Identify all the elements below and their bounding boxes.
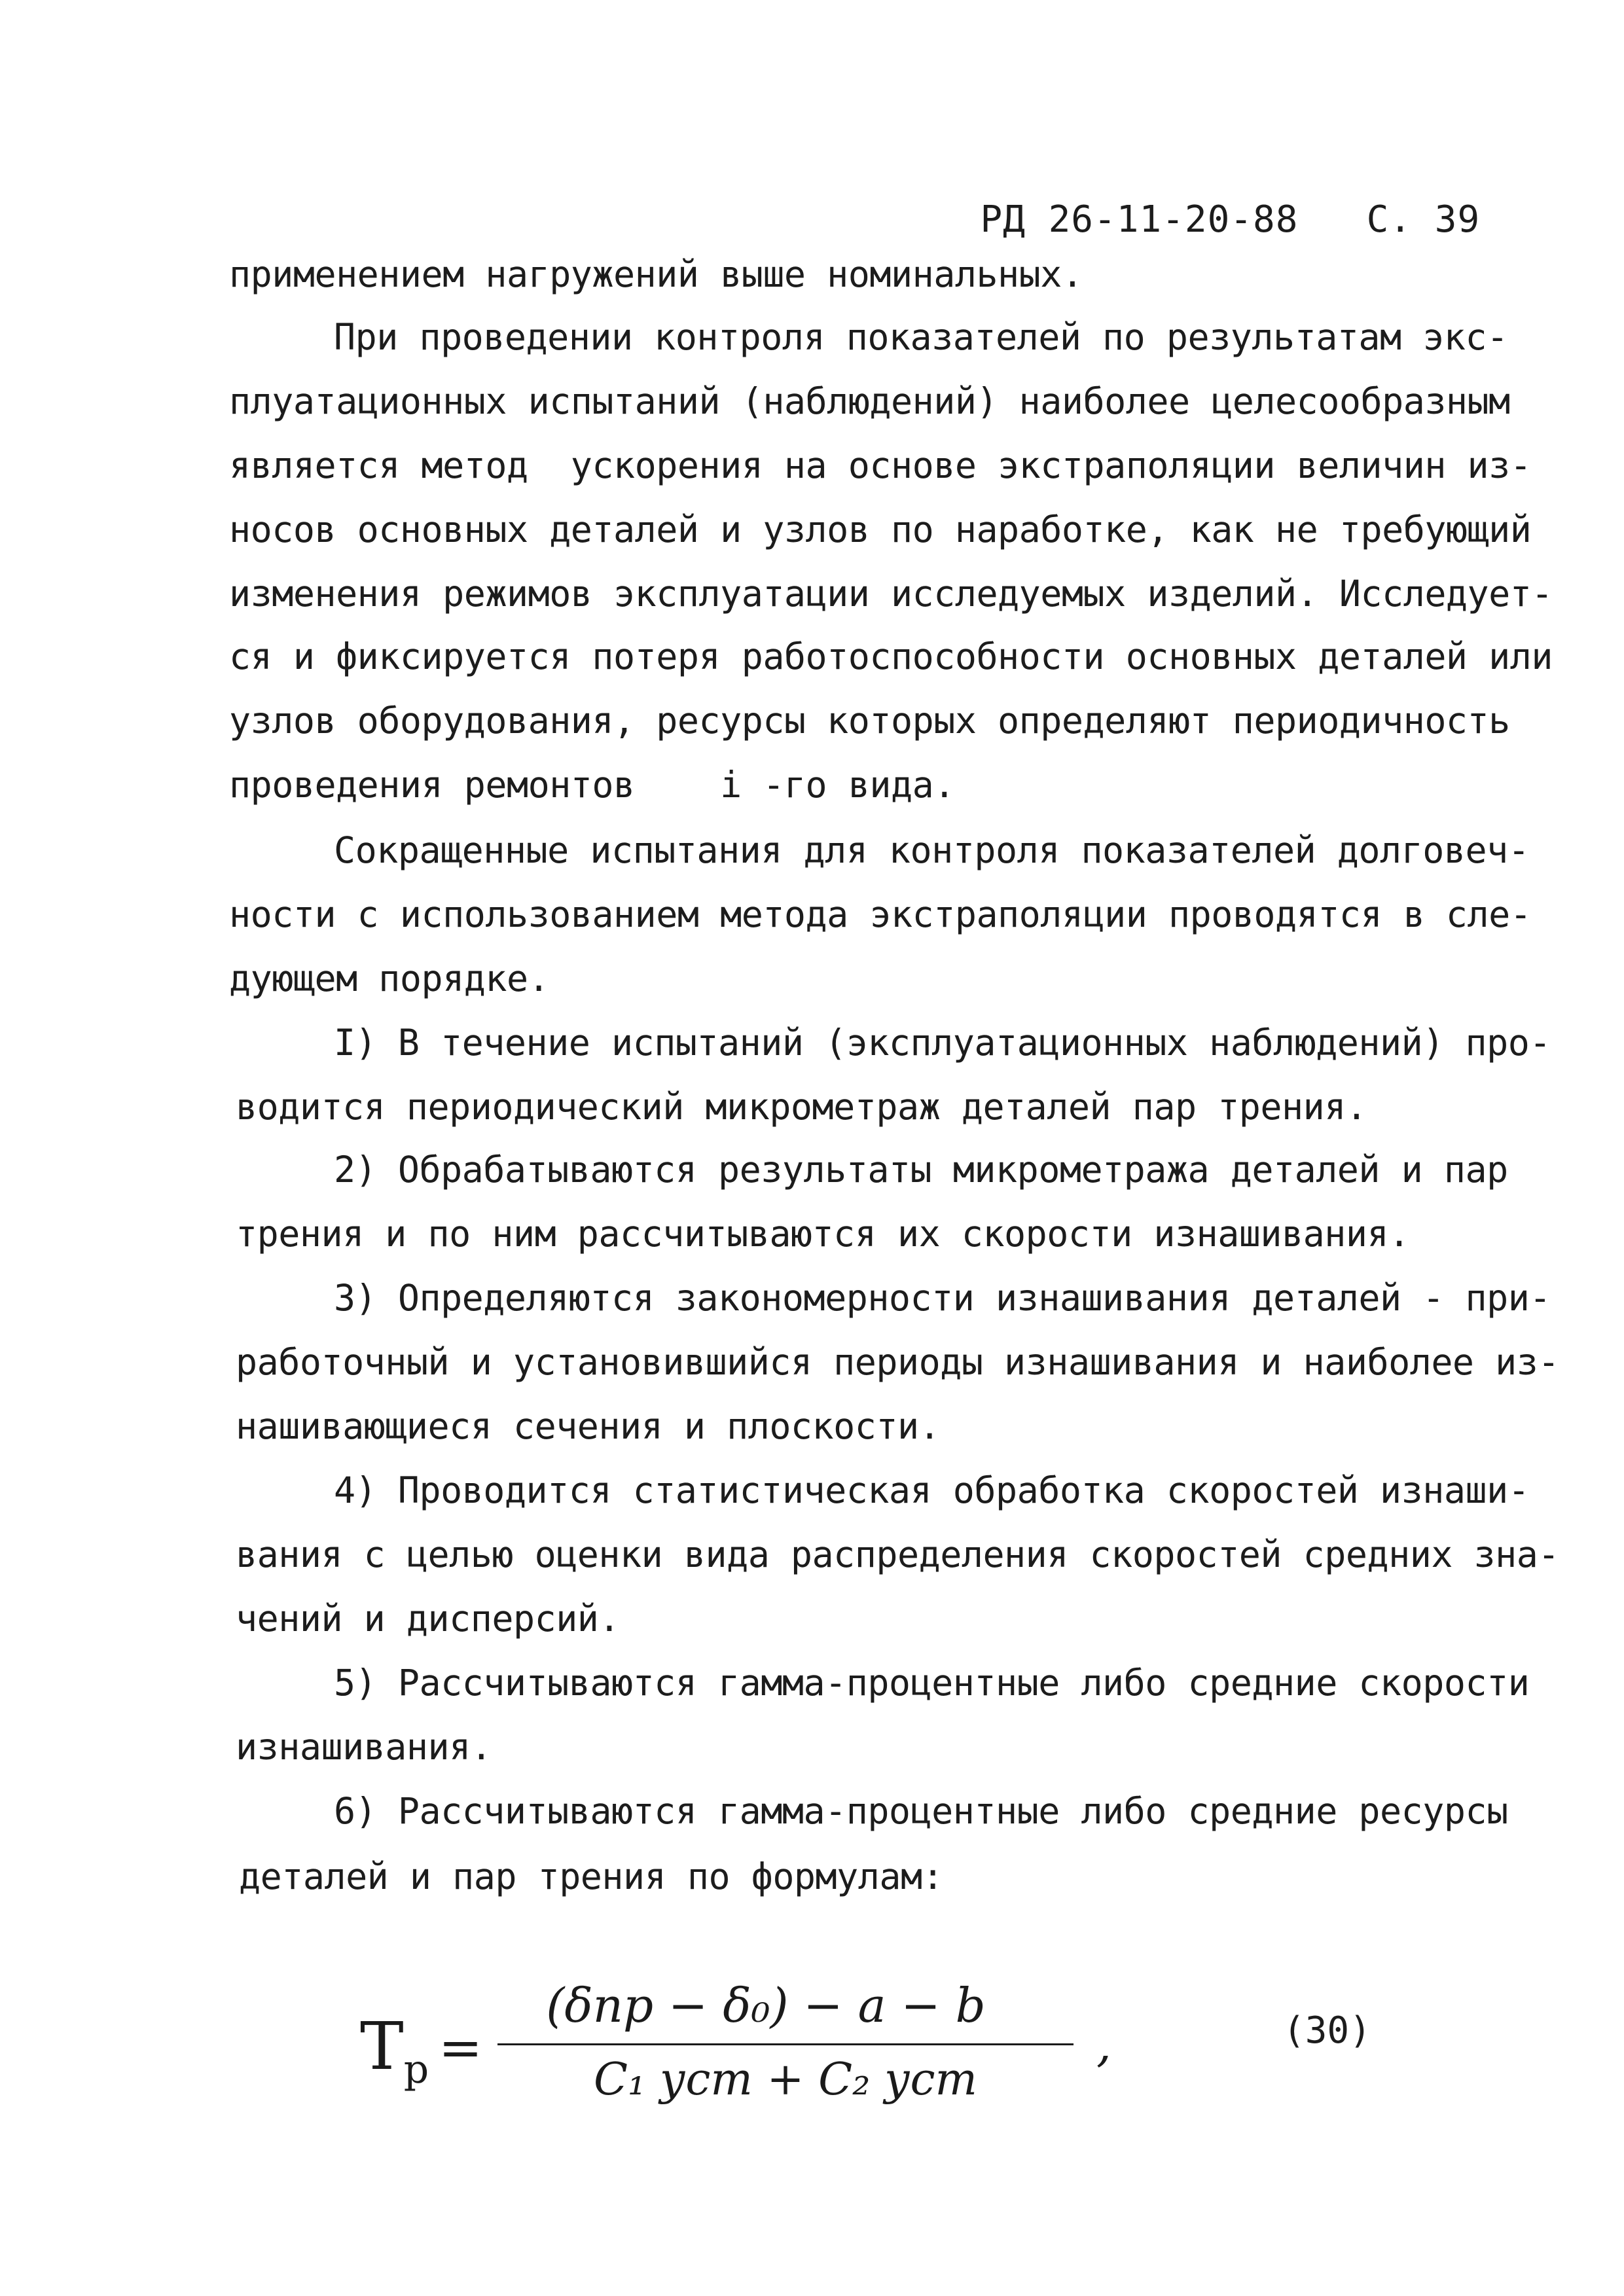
formula-comma: , — [1096, 2017, 1111, 2072]
formula-denominator: C₁ уст + C₂ уст — [593, 2054, 978, 2106]
formula-equals-sign: = — [439, 2017, 483, 2078]
text-line: трения и по ним рассчитываются их скорости изнашивания. — [236, 1213, 1410, 1255]
text-line: 3) Определяются закономерности изнашивания деталей - при- — [334, 1277, 1551, 1319]
text-line: нашивающиеся сечения и плоскости. — [236, 1405, 941, 1447]
text-line: работочный и установившийся периоды изнашивания и наиболее из- — [236, 1341, 1559, 1383]
text-line: является метод ускорения на основе экстраполяции величин из- — [229, 444, 1532, 486]
formula-numerator: (δпр − δ₀) − a − b — [546, 1978, 986, 2033]
equation-number: (30) — [1283, 2009, 1371, 2052]
text-line: носов основных деталей и узлов по наработке, как не требующий — [229, 509, 1532, 550]
text-line: При проведении контроля показателей по результатам экс- — [334, 316, 1508, 358]
page-header — [935, 156, 1480, 241]
text-line: дующем порядке. — [229, 958, 550, 999]
text-line: 5) Рассчитываются гамма-процентные либо средние скорости — [334, 1662, 1530, 1704]
text-line: I) В течение испытаний (эксплуатационных наблюдений) про- — [334, 1022, 1551, 1064]
text-line: водится периодический микрометраж деталей пар трения. — [236, 1086, 1367, 1128]
text-line: деталей и пар трения по формулам: — [239, 1856, 944, 1897]
formula-lhs: $T_p$ — [360, 2008, 429, 2092]
text-line: ся и фиксируется потеря работоспособности основных деталей или — [229, 636, 1553, 677]
formula-30 — [353, 1970, 1335, 2127]
text-line: 6) Рассчитываются гамма-процентные либо средние ресурсы — [334, 1790, 1508, 1832]
text-line: 2) Обрабатываются результаты микрометража деталей и пар — [334, 1149, 1508, 1191]
text-line: изнашивания. — [236, 1726, 492, 1768]
text-line: Сокращенные испытания для контроля показателей долговеч- — [334, 829, 1530, 871]
text-line: чений и дисперсий. — [236, 1598, 621, 1640]
text-line: плуатационных испытаний (наблюдений) наиболее целесообразным — [229, 380, 1510, 422]
document-code: РД 26-11-20-88 — [980, 198, 1299, 241]
text-line: применением нагружений выше номинальных. — [229, 253, 1083, 295]
text-line: изменения режимов эксплуатации исследуемых изделий. Исследует- — [229, 573, 1553, 615]
text-line: узлов оборудования, ресурсы которых определяют периодичность — [229, 700, 1510, 742]
text-line: проведения ремонтов i -го вида. — [229, 764, 955, 806]
text-line: ности с использованием метода экстраполяции проводятся в сле- — [229, 893, 1532, 935]
text-line: 4) Проводится статистическая обработка скоростей изнаши- — [334, 1469, 1530, 1511]
fraction-bar — [497, 2043, 1074, 2045]
page-number: С. 39 — [1366, 198, 1481, 241]
text-line: вания с целью оценки вида распределения скоростей средних зна- — [236, 1534, 1559, 1575]
